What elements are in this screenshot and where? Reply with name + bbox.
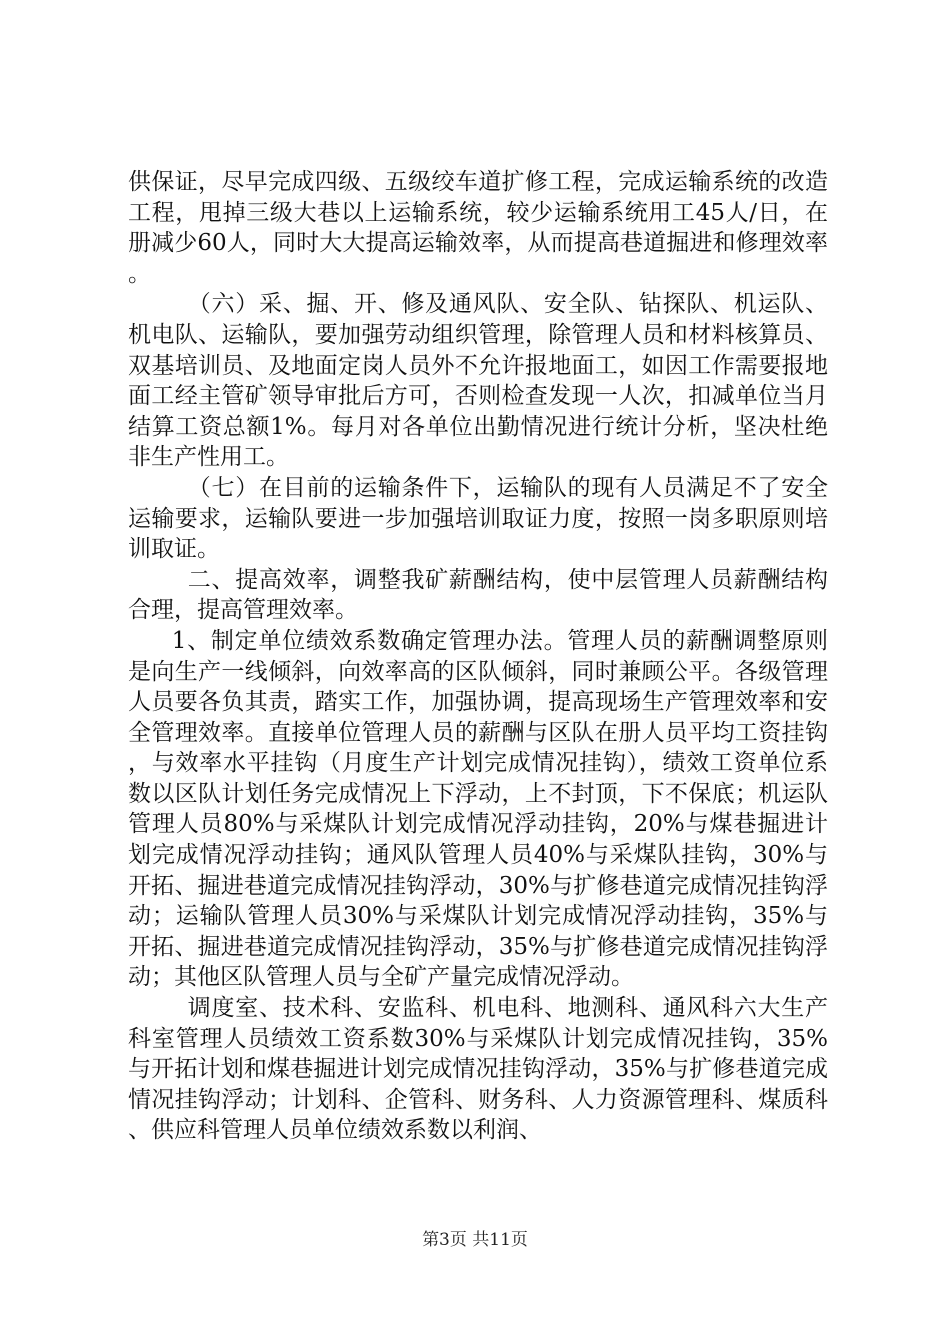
paragraph-transport-system: 供保证，尽早完成四级、五级绞车道扩修工程，完成运输系统的改造工程，甩掉三级大巷以上运输系统，较少运输系统用工45人/日，在册减少60人，同时大大提高运输效率，从而提高巷道掘进和修理效率。 bbox=[128, 169, 828, 287]
paragraph-item-7-transport-training: （七）在目前的运输条件下，运输队的现有人员满足不了安全运输要求，运输队要进一步加强培训取证力度，按照一岗多职原则培训取证。 bbox=[128, 474, 828, 563]
page-number-footer: 第3页 共11页 bbox=[422, 1230, 528, 1250]
paragraph-performance-coefficient: 1、制定单位绩效系数确定管理办法。管理人员的薪酬调整原则是向生产一线倾斜，向效率高的区队倾斜，同时兼顾公平。各级管理人员要各负其责，踏实工作，加强协调，提高现场生产管理效率和安全管理效率。直接单位管理人员的薪酬与区队在册人员平均工资挂钩，与效率水平挂钩（月度生产计划完成情况挂钩），绩效工资单位系数以区队计划任务完成情况上下浮动，上不封顶，下不保底；机运队管理人员80%与采煤队计划完成情况浮动挂钩，20%与煤巷掘进计划完成情况浮动挂钩；通风队管理人员40%与采煤队挂钩，30%与开拓、掘进巷道完成情况挂钩浮动，30%与扩修巷道完成情况挂钩浮动；运输队管理人员30%与采煤队计划完成情况浮动挂钩，35%与开拓、掘进巷道完成情况挂钩浮动，35%与扩修巷道完成情况挂钩浮动；其他区队管理人员与全矿产量完成情况浮动。 bbox=[128, 627, 828, 991]
paragraph-section-2-heading: 二、提高效率，调整我矿薪酬结构，使中层管理人员薪酬结构合理，提高管理效率。 bbox=[128, 566, 828, 624]
paragraph-departments-coefficient: 调度室、技术科、安监科、机电科、地测科、通风科六大生产科室管理人员绩效工资系数30%与采煤队计划完成情况挂钩，35%与开拓计划和煤巷掘进计划完成情况挂钩浮动，35%与扩修巷道完成情况挂钩浮动；计划科、企管科、财务科、人力资源管理科、煤质科、供应科管理人员单位绩效系数以利润、 bbox=[128, 995, 828, 1144]
document-body bbox=[128, 167, 828, 1146]
paragraph-item-6-labor-management: （六）采、掘、开、修及通风队、安全队、钻探队、机运队、机电队、运输队，要加强劳动组织管理，除管理人员和材料核算员、双基培训员、及地面定岗人员外不允许报地面工，如因工作需要报地面工经主管矿领导审批后方可，否则检查发现一人次，扣减单位当月结算工资总额1%。每月对各单位出勤情况进行统计分析，坚决杜绝非生产性用工。 bbox=[128, 291, 828, 471]
